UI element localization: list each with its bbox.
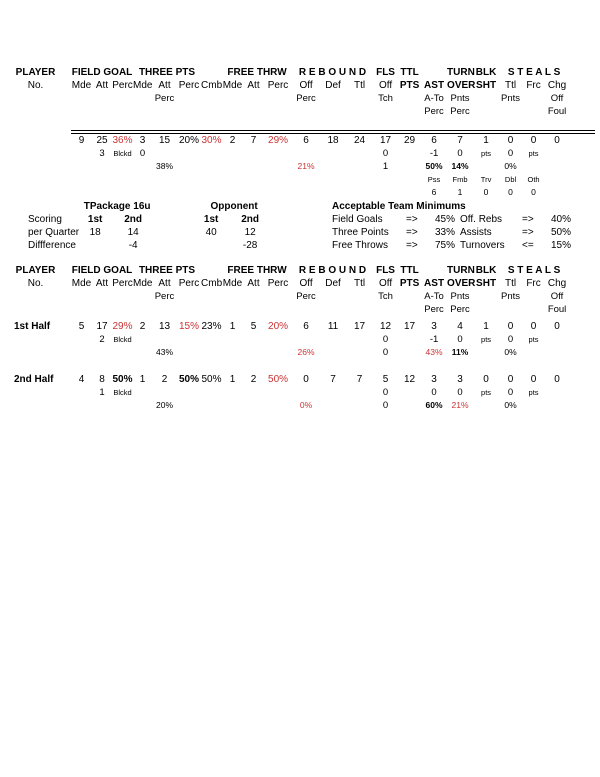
- stat-cell: pts: [481, 149, 492, 158]
- stat-cell: 4: [78, 374, 85, 385]
- col-header: Att: [95, 278, 109, 289]
- three-pts-header: THREE PTS: [138, 265, 196, 276]
- stat-cell: 36%: [112, 135, 133, 146]
- stat-cell: 0: [531, 187, 536, 197]
- stat-cell: 0: [139, 148, 146, 159]
- minimum-label: Off. Rebs: [460, 214, 503, 225]
- stat-cell: 17: [353, 321, 366, 332]
- stat-cell: 0: [382, 347, 389, 358]
- game-totals-table: [0, 66, 595, 199]
- totals-line-1: [0, 132, 595, 147]
- turnover-header-1: TURN: [447, 265, 475, 276]
- double-rule: [71, 118, 595, 132]
- col-header: Att: [95, 80, 109, 91]
- col-header: Perc: [178, 278, 200, 289]
- col-header: Att: [247, 278, 260, 289]
- col-header: Pnts: [450, 93, 470, 104]
- stat-cell: 0: [457, 387, 463, 398]
- stat-cell: 0: [382, 334, 389, 345]
- header-row-2: [0, 79, 595, 92]
- rule-row: [0, 118, 595, 132]
- col-header: Ttl: [504, 278, 517, 289]
- stat-cell: 1: [483, 321, 489, 332]
- turnover-type-label: Oth: [527, 175, 540, 184]
- col-header: Perc: [154, 93, 175, 104]
- field-goal-header: FIELD GOAL: [71, 265, 133, 276]
- stat-cell: 7: [330, 374, 336, 385]
- turnover-header-2: OVER: [447, 80, 476, 91]
- stat-cell: pts: [481, 388, 492, 397]
- stat-cell: 0: [530, 374, 537, 385]
- col-header: A-To: [424, 291, 444, 302]
- header-row-2: [0, 277, 595, 290]
- free-throw-header: FREE THRW: [227, 265, 287, 276]
- col-header: Mde: [133, 278, 153, 289]
- stat-cell: 6: [303, 321, 309, 332]
- first-half-line-3: [0, 346, 595, 359]
- stat-cell: 60%: [425, 400, 443, 410]
- col-header: Off: [299, 80, 313, 91]
- col-header: Cmb: [201, 80, 223, 91]
- steals-header: S T E A L S: [507, 67, 561, 78]
- minimum-operator: =>: [406, 227, 418, 238]
- stat-cell: 3: [431, 321, 437, 332]
- stat-cell: Blckd: [113, 388, 132, 397]
- stat-cell: 29%: [268, 135, 289, 146]
- stat-cell: 2: [139, 321, 146, 332]
- field-goal-header: FIELD GOAL: [71, 67, 133, 78]
- col-header: Pnts: [501, 291, 521, 302]
- stat-cell: 50%: [425, 161, 443, 171]
- stat-cell: -1: [429, 334, 439, 345]
- col-header: Cmb: [201, 278, 223, 289]
- col-header: 2nd: [241, 214, 260, 225]
- stat-cell: 0%: [504, 347, 517, 357]
- stat-cell: 0%: [504, 161, 517, 171]
- number-header: No.: [27, 278, 44, 289]
- col-header: Mde: [222, 80, 243, 91]
- stat-cell: 13: [158, 321, 171, 332]
- col-header: Perc: [450, 106, 470, 117]
- stat-cell: 6: [431, 187, 437, 197]
- stat-cell: 0: [457, 148, 463, 159]
- stat-cell: 0: [554, 321, 560, 332]
- col-header: Off: [378, 278, 393, 289]
- col-header: Def: [325, 80, 341, 91]
- team-name: TPackage 16u: [83, 201, 151, 212]
- stat-cell: 2: [99, 334, 105, 345]
- col-header: Off: [550, 291, 564, 302]
- stat-cell: 0: [508, 187, 513, 197]
- stat-cell: 2: [229, 135, 236, 146]
- stat-cell: 43%: [425, 347, 443, 357]
- header-row-4: [0, 105, 595, 118]
- stat-cell: 14%: [451, 161, 469, 171]
- minimum-value: 50%: [550, 227, 571, 238]
- stat-cell: 7: [250, 135, 257, 146]
- header-row-4: [0, 303, 595, 316]
- col-header: Att: [158, 80, 171, 91]
- halves-table: [0, 264, 595, 412]
- col-header: Ttl: [353, 278, 366, 289]
- minimum-label: Turnovers: [460, 240, 505, 251]
- col-header: Perc: [112, 80, 133, 91]
- stat-cell: 15%: [179, 321, 200, 332]
- stat-cell: 14: [127, 227, 139, 238]
- col-header: 1st: [87, 214, 103, 225]
- col-header: 1st: [203, 214, 219, 225]
- steals-header: S T E A L S: [507, 265, 561, 276]
- stat-cell: 23%: [201, 321, 222, 332]
- stat-cell: pts: [528, 335, 539, 344]
- minimum-label: Three Points: [332, 227, 389, 238]
- first-half-line-1: [0, 320, 595, 333]
- col-header: Perc: [267, 278, 289, 289]
- stat-cell: 15: [158, 135, 171, 146]
- minimum-value: 40%: [550, 214, 571, 225]
- stat-cell: 1: [382, 161, 389, 172]
- stat-cell: 0: [554, 374, 560, 385]
- col-header: Mde: [133, 80, 153, 91]
- header-row-3: [0, 290, 595, 303]
- stat-cell: 0: [530, 321, 537, 332]
- minimum-value: 45%: [434, 214, 455, 225]
- fouls-header: FLS: [376, 265, 395, 276]
- turnover-type-label: Trv: [480, 175, 492, 184]
- header-row-1: [0, 66, 595, 79]
- col-header: Att: [158, 278, 171, 289]
- minimum-operator: =>: [406, 214, 418, 225]
- stat-cell: 0: [382, 400, 389, 411]
- col-header: Perc: [154, 291, 175, 302]
- stat-cell: 29%: [112, 321, 133, 332]
- first-half-line-2: [0, 333, 595, 346]
- stat-cell: 50%: [201, 374, 222, 385]
- col-header: Def: [325, 278, 341, 289]
- col-header: Perc: [296, 93, 316, 104]
- minimum-value: 75%: [434, 240, 455, 251]
- stat-cell: -1: [429, 148, 439, 159]
- stat-cell: 21%: [451, 400, 469, 410]
- col-header: Foul: [547, 304, 567, 315]
- minimum-label: Free Throws: [332, 240, 388, 251]
- col-header: Off: [378, 80, 393, 91]
- col-header: Perc: [267, 80, 289, 91]
- turnover-type-label: Dbl: [504, 175, 517, 184]
- stat-cell: 5: [382, 374, 389, 385]
- stat-cell: 3: [99, 148, 105, 159]
- total-header: TTL: [400, 265, 419, 276]
- difference-label: Diffference: [28, 240, 76, 251]
- minimum-value: 33%: [434, 227, 455, 238]
- stat-cell: 4: [457, 321, 463, 332]
- stat-cell: 12: [244, 227, 256, 238]
- stat-cell: 2: [161, 374, 168, 385]
- stat-cell: pts: [481, 335, 492, 344]
- stat-cell: 38%: [155, 161, 173, 171]
- number-header: No.: [27, 80, 44, 91]
- stat-cell: 26%: [297, 347, 315, 357]
- minimum-label: Field Goals: [332, 214, 383, 225]
- header-row-1: [0, 264, 595, 277]
- stat-cell: 0: [507, 321, 514, 332]
- stat-cell: 0: [382, 387, 389, 398]
- stat-cell: 0: [507, 387, 514, 398]
- block-header-1: BLK: [475, 67, 497, 78]
- assist-header: AST: [424, 80, 445, 91]
- stat-cell: 17: [403, 321, 416, 332]
- minimum-value: 15%: [550, 240, 571, 251]
- rebound-header: R E B O U N D: [298, 265, 367, 276]
- turnover-header-2: OVER: [447, 278, 476, 289]
- stat-cell: 9: [78, 135, 85, 146]
- header-row-3: [0, 92, 595, 105]
- stat-cell: 8: [99, 374, 105, 385]
- col-header: Perc: [296, 291, 316, 302]
- stat-cell: 5: [78, 321, 85, 332]
- stat-cell: 0: [554, 135, 560, 146]
- scoring-label: Scoring: [28, 214, 62, 225]
- stat-cell: 17: [379, 135, 392, 146]
- minimum-operator: =>: [522, 227, 534, 238]
- minimums-title: Acceptable Team Minimums: [332, 201, 466, 212]
- stat-cell: 17: [96, 321, 108, 332]
- col-header: Chg: [547, 278, 567, 289]
- stat-cell: 1: [229, 321, 236, 332]
- stat-cell: 11: [327, 321, 339, 332]
- stat-cell: 30%: [201, 135, 222, 146]
- stat-cell: 20%: [268, 321, 289, 332]
- col-header: Perc: [424, 106, 444, 117]
- second-half-line-3: [0, 399, 595, 412]
- col-header: Pnts: [450, 291, 470, 302]
- col-header: Frc: [526, 278, 541, 289]
- stat-cell: 0%: [504, 400, 517, 410]
- stat-cell: 0%: [299, 400, 313, 410]
- player-header: PLAYER: [15, 67, 56, 78]
- points-header: PTS: [399, 278, 420, 289]
- stat-cell: 11%: [451, 347, 469, 357]
- col-header: Mde: [71, 278, 92, 289]
- col-header: Pnts: [501, 93, 521, 104]
- stat-cell: 6: [303, 135, 309, 146]
- col-header: Off: [299, 278, 313, 289]
- rebound-header: R E B O U N D: [298, 67, 367, 78]
- fouls-header: FLS: [376, 67, 395, 78]
- stat-cell: 1: [99, 387, 105, 398]
- block-header-1: BLK: [475, 265, 497, 276]
- stat-cell: 1: [229, 374, 236, 385]
- stat-cell: 0: [530, 135, 537, 146]
- col-header: Mde: [222, 278, 243, 289]
- stat-cell: 5: [250, 321, 257, 332]
- second-half-label: 2nd Half: [14, 374, 54, 385]
- col-header: Att: [247, 80, 260, 91]
- stat-cell: 12: [403, 374, 416, 385]
- per-quarter-label: per Quarter: [28, 227, 80, 238]
- stat-cell: 6: [431, 135, 437, 146]
- stat-cell: 0: [457, 334, 463, 345]
- stat-cell: Blckd: [113, 149, 132, 158]
- col-header: Perc: [450, 304, 470, 315]
- free-throw-header: FREE THRW: [227, 67, 287, 78]
- first-half-label: 1st Half: [14, 321, 51, 332]
- totals-line-5: [0, 186, 595, 199]
- stat-cell: 18: [89, 227, 101, 238]
- stat-cell: -28: [242, 240, 258, 251]
- team-minimums: [332, 200, 576, 252]
- stat-cell: 21%: [297, 161, 315, 171]
- stat-cell: pts: [528, 149, 539, 158]
- turnover-type-label: Fmb: [452, 175, 468, 184]
- col-header: Ttl: [353, 80, 366, 91]
- stat-cell: 0: [507, 374, 514, 385]
- stat-cell: 7: [457, 135, 463, 146]
- stat-cell: -4: [128, 240, 138, 251]
- col-header: Perc: [424, 304, 444, 315]
- col-header: Frc: [526, 80, 541, 91]
- col-header: Ttl: [504, 80, 517, 91]
- stat-cell: 2: [250, 374, 257, 385]
- totals-line-4: [0, 173, 595, 186]
- stat-cell: 0: [303, 374, 309, 385]
- block-header-2: SHT: [476, 278, 497, 289]
- stat-cell: 50%: [112, 374, 133, 385]
- col-header: Tch: [378, 291, 393, 302]
- minimum-operator: =>: [406, 240, 418, 251]
- stat-cell: 40: [205, 227, 217, 238]
- total-header: TTL: [400, 67, 419, 78]
- stat-cell: 43%: [155, 347, 173, 357]
- stat-cell: 20%: [179, 135, 200, 146]
- col-header: Foul: [547, 106, 567, 117]
- stat-cell: 0: [382, 148, 389, 159]
- points-header: PTS: [399, 80, 420, 91]
- scoring-summary: [28, 200, 273, 252]
- stat-cell: 25: [96, 135, 108, 146]
- turnover-type-label: Pss: [427, 175, 441, 184]
- stat-cell: 50%: [179, 374, 200, 385]
- col-header: A-To: [424, 93, 444, 104]
- col-header: 2nd: [124, 214, 143, 225]
- stat-cell: 20%: [155, 400, 173, 410]
- totals-line-3: [0, 160, 595, 173]
- stat-cell: 0: [507, 334, 514, 345]
- second-half-line-2: [0, 386, 595, 399]
- stat-cell: pts: [528, 388, 539, 397]
- stat-cell: 0: [507, 148, 514, 159]
- minimum-operator: =>: [522, 214, 534, 225]
- col-header: Perc: [112, 278, 133, 289]
- player-header: PLAYER: [15, 265, 56, 276]
- stat-cell: 7: [356, 374, 363, 385]
- three-pts-header: THREE PTS: [138, 67, 196, 78]
- stat-cell: 1: [139, 374, 146, 385]
- turnover-header-1: TURN: [447, 67, 475, 78]
- stat-cell: 0: [483, 374, 489, 385]
- minimum-operator: <=: [522, 240, 534, 251]
- stat-cell: 0: [507, 135, 514, 146]
- stat-cell: 29: [403, 135, 416, 146]
- opponent-label: Opponent: [210, 201, 258, 212]
- block-header-2: SHT: [476, 80, 497, 91]
- col-header: Tch: [378, 93, 393, 104]
- stat-cell: 1: [483, 135, 489, 146]
- stat-cell: 3: [431, 374, 437, 385]
- stat-cell: 3: [139, 135, 146, 146]
- stat-cell: 1: [457, 187, 463, 197]
- second-half-line-1: [0, 373, 595, 386]
- stat-cell: 0: [431, 387, 437, 398]
- col-header: Off: [550, 93, 564, 104]
- col-header: Mde: [71, 80, 92, 91]
- col-header: Chg: [547, 80, 567, 91]
- col-header: Perc: [178, 80, 200, 91]
- stat-cell: 18: [327, 135, 339, 146]
- stat-cell: 3: [457, 374, 463, 385]
- stat-cell: 50%: [268, 374, 289, 385]
- stat-cell: 24: [353, 135, 366, 146]
- assist-header: AST: [424, 278, 445, 289]
- stat-cell: 12: [379, 321, 392, 332]
- totals-line-2: [0, 147, 595, 160]
- stat-cell: Blckd: [113, 335, 132, 344]
- stat-cell: 0: [483, 187, 489, 197]
- minimum-label: Assists: [460, 227, 492, 238]
